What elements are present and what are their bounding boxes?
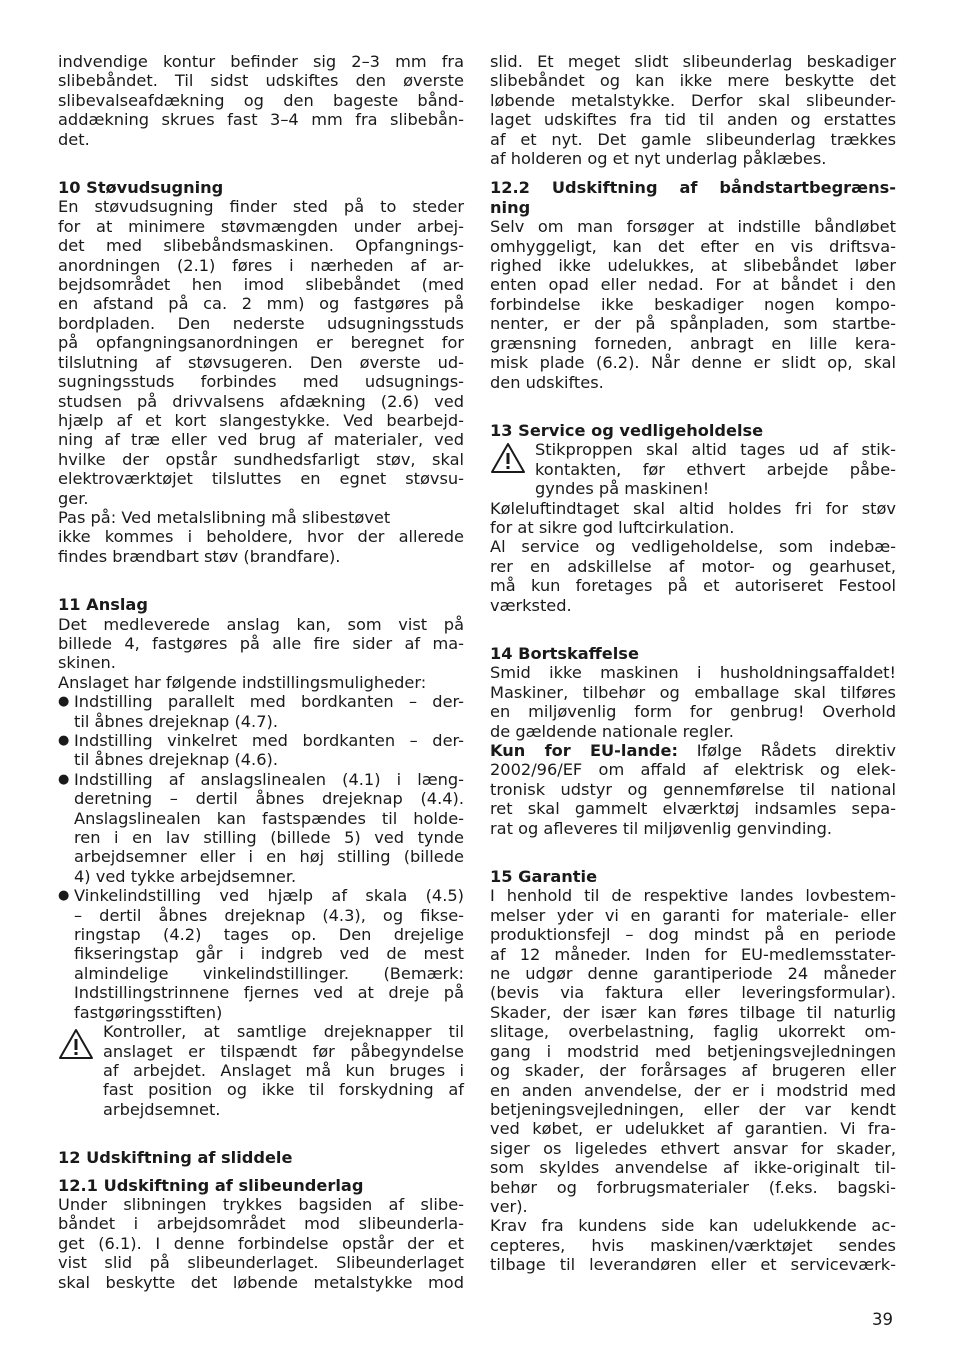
text-line: forbindelse ikke beskadiger nogen kompo- bbox=[490, 294, 896, 314]
text-line: for at sikre god luftcirkulation. bbox=[490, 517, 735, 537]
text-line: gyndes på maskinen! bbox=[535, 479, 710, 499]
text-line: arbejdsemner eller i en høj stilling (billede bbox=[74, 847, 464, 867]
text-line: slibebåndet og kan ikke mere beskytte det bbox=[490, 71, 896, 91]
section-14-heading: 14 Bortskaffelse bbox=[490, 643, 639, 663]
text-line: findes brændbart støv (brandfare). bbox=[58, 546, 341, 566]
text-line: almindelige vinkelindstillinger. (Bemærk: bbox=[74, 963, 464, 983]
text-line: produktionsfejl – dog mindst på en periode bbox=[490, 925, 896, 945]
text-line: tronisk udstyr og gennemførelse til national bbox=[490, 779, 896, 799]
text-line: 4) ved tykke arbejdsemner. bbox=[74, 866, 297, 886]
text-line: indvendige kontur befinder sig 2–3 mm fra bbox=[58, 52, 464, 71]
text-line: Anslaget har følgende indstillingsmuligheder: bbox=[58, 672, 427, 692]
section-14-eu-body bbox=[490, 760, 896, 838]
text-line: fikseringstap går i indgreb ved de mest bbox=[74, 944, 464, 964]
text-line: cepteres, hvis maskinen/værktøjet sendes bbox=[490, 1235, 896, 1255]
section-11-heading: 11 Anslag bbox=[58, 595, 148, 615]
bullet-item bbox=[58, 770, 464, 886]
text-line: af 12 måneder. Inden for EU-medlemsstater- bbox=[490, 944, 896, 964]
page-number: 39 bbox=[872, 1310, 893, 1329]
text-line: som skyldes anvendelse af ikke-originalt til- bbox=[490, 1158, 896, 1178]
text-line: (bevis via faktura eller leveringsformular). bbox=[490, 983, 896, 1003]
text-line: billede 4, fastgøres på alle fire sider af ma- bbox=[58, 633, 464, 653]
text-line: sugningsstuds forbindes med udsugnings- bbox=[58, 372, 464, 392]
text-line: rer en adskillelse af motor- og gearhuset, bbox=[490, 556, 896, 576]
text-line: på opfangningsanordningen er beregnet for bbox=[58, 333, 464, 353]
text-line: til åbnes drejeknap (4.6). bbox=[74, 750, 278, 770]
text-line: vist slid på slibeunderlaget. Slibeunderlaget bbox=[58, 1253, 464, 1273]
text-line: ver). bbox=[490, 1196, 528, 1216]
text-line: tilbage til leverandøren eller et serviceværk- bbox=[490, 1255, 896, 1275]
text-line: bejdsområdet hen imod slibebåndet (med bbox=[58, 275, 464, 295]
text-line: ning bbox=[490, 197, 531, 217]
text-line: det. bbox=[58, 129, 90, 149]
text-line: misk plade (6.2). Når denne er slidt op, skal bbox=[490, 353, 896, 373]
section-12-1-heading: 12.1 Udskiftning af slibeunderlag bbox=[58, 1175, 364, 1195]
text-line: Vinkelindstilling ved hjælp af skala (4.5) bbox=[74, 886, 464, 906]
text-line: Indstillingstrinnene fjernes ved at dreje på bbox=[74, 983, 464, 1003]
text-line: anslaget er tilspændt før påbegyndelse bbox=[103, 1041, 464, 1061]
bullet-icon: ● bbox=[58, 888, 70, 904]
text-line: Indstilling vinkelret med bordkanten – der- bbox=[74, 731, 464, 750]
text-line: bordpladen. Den nederste udsugningsstuds bbox=[58, 313, 464, 333]
text-line: skinen. bbox=[58, 653, 116, 673]
text-line: ger. bbox=[58, 488, 89, 508]
text-line: siger os ligeledes ethvert ansvar for skader, bbox=[490, 1138, 896, 1158]
text-line: omhyggeligt, kan det efter en vis driftsva- bbox=[490, 236, 896, 256]
text-line: slibebåndet. Til sidst udskiftes den øverste bbox=[58, 71, 464, 91]
text-line: studsen på drivvalsens afdækning (2.6) ved bbox=[58, 391, 464, 411]
text-line: slid. Et meget slidt slibeunderlag beskadiger bbox=[490, 52, 896, 71]
text-line: de gældende nationale regler. bbox=[490, 721, 734, 741]
text-line: Maskiner, tilbehør og emballage skal tilføres bbox=[490, 682, 896, 702]
text-line: I henhold til de respektive landes lovbestem- bbox=[490, 886, 896, 906]
text-line: skal beskytte det løbende metalstykke mod bbox=[58, 1272, 464, 1292]
text-line: Det medleverede anslag kan, som vist på bbox=[58, 614, 464, 634]
text-line: til åbnes drejeknap (4.7). bbox=[74, 711, 278, 731]
text-line: Skader, der især kan føres tilbage til naturlig bbox=[490, 1002, 896, 1022]
section-13-body bbox=[490, 499, 896, 615]
text-line: ikke kommes i beholdere, hvor der allerede bbox=[58, 527, 464, 547]
section-13-warning bbox=[490, 440, 896, 498]
text-line: hvilke der opstår sundhedsfarligt støv, skal bbox=[58, 449, 464, 469]
text-line: ren i en lav stilling (billede 5) ved tynde bbox=[74, 828, 464, 848]
text-line: Al service og vedligeholdelse, som indebæ- bbox=[490, 537, 896, 557]
text-line: slitage, overbelastning, faglig ukorrekt om- bbox=[490, 1022, 896, 1042]
text-line: behør og forbrugsmaterialer (f.eks. bagski- bbox=[490, 1177, 896, 1197]
section-12-1-body bbox=[58, 1195, 464, 1292]
section-14-eu-line bbox=[490, 741, 896, 760]
bullet-item bbox=[58, 731, 464, 770]
text-line: nenter, er der på spånpladen, som startbe- bbox=[490, 314, 896, 334]
warning-triangle-icon bbox=[58, 1028, 94, 1060]
text-line: tilslutning af støvsugeren. Den øverste ud- bbox=[58, 352, 464, 372]
text-line: slibevalseafdækning og den bageste bånd- bbox=[58, 90, 464, 110]
text-line: melser yder vi en garanti for materiale- eller bbox=[490, 905, 896, 925]
text-line: af et nyt. Det gamle slibeunderlag trækkes bbox=[490, 129, 896, 149]
intro-paragraph bbox=[58, 52, 464, 149]
bullet-icon: ● bbox=[58, 733, 70, 748]
text-line: Selv om man forsøger at indstille båndløbet bbox=[490, 217, 896, 237]
text-line: hjælp af et kort slangestykke. Ved bearbejd- bbox=[58, 410, 464, 430]
section-11-bullet-list bbox=[58, 692, 464, 1022]
eu-text: Ifølge Rådets direktiv bbox=[677, 741, 897, 760]
section-11-body bbox=[58, 615, 464, 693]
text-line: 12.2 Udskiftning af båndstartbegræns- bbox=[490, 178, 896, 198]
section-15-heading: 15 Garantie bbox=[490, 867, 598, 887]
bullet-icon: ● bbox=[58, 771, 70, 787]
text-line: deretning – dertil åbnes drejeknap (4.4). bbox=[74, 789, 464, 809]
bullet-item bbox=[58, 692, 464, 731]
text-line: arbejdsemnet. bbox=[103, 1099, 221, 1119]
right-column bbox=[490, 52, 896, 1275]
text-line: ved købet, er udelukket af garantien. Vi fra- bbox=[490, 1119, 896, 1139]
bullet-icon: ● bbox=[58, 694, 70, 710]
text-line: løbende metalstykke. Derfor skal slibeunder- bbox=[490, 90, 896, 110]
text-line: laget udskiftes fra tid til anden og erstattes bbox=[490, 110, 896, 130]
section-13-heading: 13 Service og vedligeholdelse bbox=[490, 420, 764, 440]
text-line: Kontroller, at samtlige drejeknapper til bbox=[103, 1022, 464, 1042]
section-11-warning bbox=[58, 1022, 464, 1119]
text-line: get (6.1). I denne forbindelse opstår der et bbox=[58, 1233, 464, 1253]
text-line: 2002/96/EF om affald af elektrisk og elek- bbox=[490, 760, 896, 780]
section-10-body bbox=[58, 197, 464, 566]
text-line: Indstilling af anslagslinealen (4.1) i læng- bbox=[74, 769, 464, 789]
bullet-item bbox=[58, 886, 464, 1022]
text-line: en anden anvendelse, der er i modstrid med bbox=[490, 1080, 896, 1100]
text-line: kontakten, før ethvert arbejde påbe- bbox=[535, 459, 896, 479]
text-line: for at minimere støvmængden under arbej- bbox=[58, 216, 464, 236]
text-line: ning af træ eller ved brug af materialer, ved bbox=[58, 430, 464, 450]
section-10-heading: 10 Støvudsugning bbox=[58, 178, 224, 198]
text-line: Pas på: Ved metalslibning må slibestøvet bbox=[58, 507, 391, 527]
warning-triangle-icon bbox=[490, 442, 526, 474]
text-line: anordningen (2.1) føres i nærheden af ar- bbox=[58, 255, 464, 275]
text-line: og skader, der forårsages af brugeren eller bbox=[490, 1061, 896, 1081]
text-line: Krav fra kundens side kan udelukkende ac- bbox=[490, 1216, 896, 1236]
text-line: af arbejdet. Anslaget må kun bruges i bbox=[103, 1060, 464, 1080]
text-line: ringstap (4.2) tages op. Den drejelige bbox=[74, 925, 464, 945]
eu-label: Kun for EU-lande: bbox=[490, 741, 678, 760]
text-line: fast position og ikke til forskydning af bbox=[103, 1080, 464, 1100]
text-line: ret skal gammelt elværktøj indsamles sepa- bbox=[490, 799, 896, 819]
text-line: en miljøvenlig form for genbrug! Overhold bbox=[490, 702, 896, 722]
text-line: rat og afleveres til miljøvenlig genvinding. bbox=[490, 818, 832, 838]
text-line: må kun foretages på et autoriseret Festool bbox=[490, 576, 896, 596]
text-line: det med slibebåndsmaskinen. Opfangnings- bbox=[58, 236, 464, 256]
section-14-body bbox=[490, 663, 896, 741]
text-line: enten opad eller nedad. For at båndet i den bbox=[490, 275, 896, 295]
text-line: betjeningsvejledningen, eller der var kendt bbox=[490, 1099, 896, 1119]
text-line: Under slibningen trykkes bagsiden af slibe- bbox=[58, 1194, 464, 1214]
text-line: Smid ikke maskinen i husholdningsaffaldet! bbox=[490, 663, 896, 683]
text-line: værksted. bbox=[490, 595, 572, 615]
text-line: ne udgør denne garantiperiode 24 måneder bbox=[490, 964, 896, 984]
section-12-1-continued bbox=[490, 52, 896, 168]
text-line: den udskiftes. bbox=[490, 372, 604, 392]
text-line: Anslagslinealen kan fastspændes til holde- bbox=[74, 808, 464, 828]
text-line: grænsning forneden, anbragt en lille kera- bbox=[490, 333, 896, 353]
text-line: – dertil åbnes drejeknap (4.3), og fikse- bbox=[74, 905, 464, 925]
left-column bbox=[58, 52, 464, 1292]
text-line: en afstand på ca. 2 mm) og fastgøres på bbox=[58, 294, 464, 314]
section-12-heading: 12 Udskiftning af sliddele bbox=[58, 1148, 293, 1168]
text-line: båndet i arbejdsområdet mod slibeunderla- bbox=[58, 1214, 464, 1234]
section-12-2-body bbox=[490, 217, 896, 392]
text-line: Stikproppen skal altid tages ud af stik- bbox=[535, 440, 896, 460]
text-line: En støvudsugning finder sted på to steder bbox=[58, 197, 464, 217]
text-line: af holderen og et nyt underlag påklæbes. bbox=[490, 149, 827, 169]
text-line: Indstilling parallelt med bordkanten – der- bbox=[74, 692, 464, 712]
section-15-body bbox=[490, 886, 896, 1274]
text-line: addækning skrues fast 3–4 mm fra slibebån- bbox=[58, 110, 464, 130]
text-line: fastgøringsstiften) bbox=[74, 1002, 223, 1022]
section-12-2-heading bbox=[490, 178, 896, 217]
text-line: Køleluftindtaget skal altid holdes fri for støv bbox=[490, 498, 896, 518]
text-line: elektroværktøjet tilsluttes en egnet støvsu- bbox=[58, 469, 464, 489]
text-line: gang i modstrid med betjeningsvejledningen bbox=[490, 1041, 896, 1061]
text-line: righed ikke udelukkes, at slibebåndet løber bbox=[490, 256, 896, 276]
